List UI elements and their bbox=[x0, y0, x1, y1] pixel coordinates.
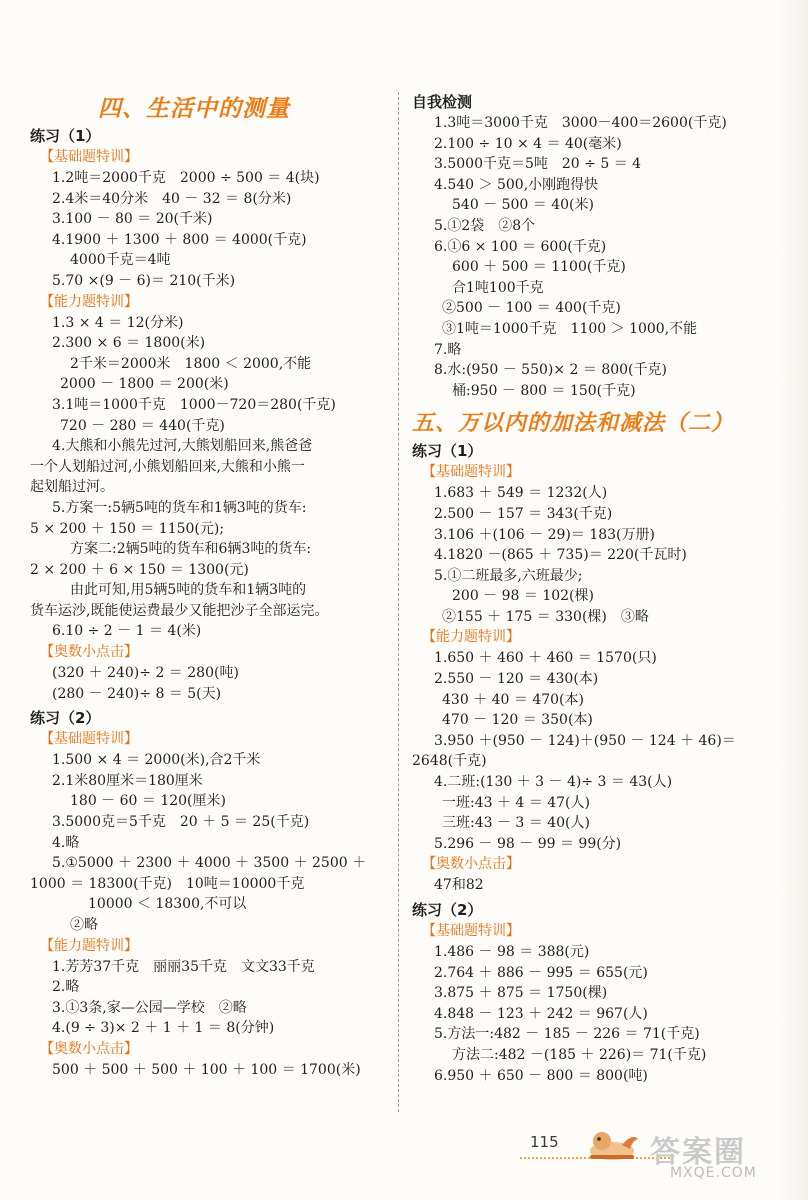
answer-line: 1.2吨＝2000千克 2000 ÷ 500 ＝ 4(块) bbox=[52, 170, 320, 186]
watermark-url: MXQE.COM bbox=[670, 1165, 757, 1181]
answer-line: 10000 ＜ 18300,不可以 bbox=[88, 896, 247, 913]
answer-line: 2.4米＝40分米 40 － 32 ＝ 8(分米) bbox=[52, 190, 292, 207]
olympiad-tag: 【奥数小点击】 bbox=[422, 856, 520, 873]
answer-line: 6.10 ÷ 2 － 1 ＝ 4(米) bbox=[52, 623, 202, 640]
answer-line: 2.764 ＋ 886 － 995 ＝ 655(元) bbox=[434, 964, 648, 981]
answer-line: 货车运沙,既能使运费最少又能把沙子全部运完。 bbox=[30, 602, 329, 619]
basic-tag: 【基础题特训】 bbox=[422, 923, 520, 939]
answer-line: 3.①3条,家—公园—学校 ②略 bbox=[52, 999, 247, 1016]
watermark-logo: 答案圈 bbox=[650, 1135, 746, 1170]
answer-line: 1.650 ＋ 460 ＋ 460 ＝ 1570(只) bbox=[434, 650, 657, 667]
basic-tag: 【基础题特训】 bbox=[422, 464, 520, 481]
practice-heading: 练习（1） bbox=[30, 127, 101, 145]
left-column bbox=[30, 92, 380, 1081]
answer-line: 5.296 － 98 － 99 ＝ 99(分) bbox=[434, 835, 622, 852]
answer-line: 5 × 200 ＋ 150 ＝ 1150(元); bbox=[30, 520, 225, 537]
answer-line: 7.略 bbox=[434, 341, 462, 358]
answer-line: 1.3吨＝3000千克 3000－400＝2600(千克) bbox=[434, 115, 727, 131]
answer-line: 一班:43 ＋ 4 ＝ 47(人) bbox=[442, 794, 590, 811]
answer-line: 一个人划船过河,小熊划船回来,大熊和小熊一 bbox=[30, 458, 305, 475]
column-divider bbox=[398, 92, 399, 1112]
answer-line: 3.875 ＋ 875 ＝ 1750(棵) bbox=[434, 985, 608, 1002]
answer-line: 600 ＋ 500 ＝ 1100(千克) bbox=[452, 259, 626, 276]
answer-line: 桶:950 － 800 ＝ 150(千克) bbox=[452, 382, 636, 399]
answer-line: 180 － 60 ＝ 120(厘米) bbox=[70, 793, 226, 810]
answer-line: 6.950 ＋ 650 － 800 ＝ 800(吨) bbox=[434, 1067, 648, 1084]
answer-line: 2000 － 1800 ＝ 200(米) bbox=[60, 376, 229, 393]
answer-line: 2千米＝2000米 1800 ＜ 2000,不能 bbox=[70, 355, 312, 372]
answer-line: 4.1900 ＋ 1300 ＋ 800 ＝ 4000(千克) bbox=[52, 231, 307, 248]
ability-tag: 【能力题特训】 bbox=[40, 293, 138, 310]
answer-line: 500 ＋ 500 ＋ 500 ＋ 100 ＋ 100 ＝ 1700(米) bbox=[52, 1061, 361, 1078]
right-column bbox=[412, 92, 752, 1086]
answer-line: ③1吨＝1000千克 1100 ＞ 1000,不能 bbox=[442, 320, 698, 337]
self-check-heading: 自我检测 bbox=[412, 93, 473, 111]
cartoon-mascot-icon bbox=[582, 1125, 642, 1165]
page-edge bbox=[780, 0, 808, 1200]
answer-line: 3.100 － 80 ＝ 20(千米) bbox=[52, 211, 213, 228]
answer-line: 1.683 ＋ 549 ＝ 1232(人) bbox=[434, 485, 608, 502]
answer-line: 1.486 － 98 ＝ 388(元) bbox=[434, 944, 590, 960]
answer-line: 合1吨100千克 bbox=[452, 279, 544, 296]
answer-line: 5.①5000 ＋ 2300 ＋ 4000 ＋ 3500 ＋ 2500 ＋ bbox=[52, 855, 367, 872]
practice-heading: 练习（2） bbox=[412, 901, 483, 919]
answer-line: 2.100 ÷ 10 × 4 ＝ 40(毫米) bbox=[434, 135, 622, 152]
answer-line: 起划船过河。 bbox=[30, 479, 114, 496]
answer-line: 2 × 200 ＋ 6 × 150 ＝ 1300(元) bbox=[30, 561, 249, 578]
answer-line: 47和82 bbox=[434, 877, 484, 894]
olympiad-tag: 【奥数小点击】 bbox=[40, 644, 138, 661]
answer-line: 4.1820 －(865 ＋ 735)＝ 220(千瓦时) bbox=[434, 547, 687, 564]
answer-line: 4.(9 ÷ 3)× 2 ＋ 1 ＋ 1 ＝ 8(分钟) bbox=[52, 1020, 275, 1037]
answer-line: 2.300 × 6 ＝ 1800(米) bbox=[52, 335, 206, 352]
answer-line: 方法二:482 －(185 ＋ 226)＝ 71(千克) bbox=[452, 1046, 707, 1063]
ability-tag: 【能力题特训】 bbox=[40, 937, 138, 954]
practice-heading: 练习（1） bbox=[412, 442, 483, 461]
answer-line: 5.方案一:5辆5吨的货车和1辆3吨的货车: bbox=[52, 499, 307, 516]
answer-line: ②略 bbox=[70, 917, 98, 933]
answer-line: 720 － 280 ＝ 440(千克) bbox=[60, 417, 225, 434]
answer-line: 4.略 bbox=[52, 834, 80, 851]
answer-line: 5.70 ×(9 － 6)＝ 210(千米) bbox=[52, 272, 236, 289]
answer-line: (280 － 240)÷ 8 ＝ 5(天) bbox=[52, 685, 222, 702]
answer-line: 5.①2袋 ②8个 bbox=[434, 217, 536, 234]
answer-line: 3.106 ＋(106 － 29)＝ 183(万册) bbox=[434, 526, 655, 543]
section-title-addition-subtraction: 五、万以内的加法和减法（二） bbox=[412, 411, 735, 437]
answer-line: (320 ＋ 240)÷ 2 ＝ 280(吨) bbox=[52, 665, 239, 682]
answer-line: 2.550 － 120 ＝ 430(本) bbox=[434, 671, 599, 688]
answer-line: 430 ＋ 40 ＝ 470(本) bbox=[442, 691, 584, 708]
answer-line: 1.芳芳37千克 丽丽35千克 文文33千克 bbox=[52, 958, 315, 975]
answer-line: 3.950 ＋(950 － 124)＋(950 － 124 ＋ 46)＝ bbox=[434, 732, 736, 749]
answer-line: 8.水:(950 － 550)× 2 ＝ 800(千克) bbox=[434, 362, 667, 379]
page-footer bbox=[520, 1125, 800, 1185]
answer-line: 6.①6 × 100 ＝ 600(千克) bbox=[434, 238, 607, 255]
ability-tag: 【能力题特训】 bbox=[422, 629, 520, 646]
olympiad-tag: 【奥数小点击】 bbox=[40, 1040, 138, 1057]
answer-line: 470 － 120 ＝ 350(本) bbox=[442, 712, 593, 729]
answer-line: ②500 － 100 ＝ 400(千克) bbox=[442, 300, 621, 317]
answer-line: 1.3 × 4 ＝ 12(分米) bbox=[52, 314, 184, 331]
answer-line: 2648(千克) bbox=[412, 753, 487, 770]
answer-line: 1.500 × 4 ＝ 2000(米),合2千米 bbox=[52, 752, 261, 769]
answer-line: 4.848 － 123 ＋ 242 ＝ 967(人) bbox=[434, 1005, 648, 1022]
answer-line: 540 － 500 ＝ 40(米) bbox=[452, 197, 594, 214]
answer-line: 5.①二班最多,六班最少; bbox=[434, 567, 583, 584]
basic-tag: 【基础题特训】 bbox=[40, 149, 138, 165]
section-title-measurement: 四、生活中的测量 bbox=[98, 96, 290, 122]
answer-line: 4.二班:(130 ＋ 3 － 4)÷ 3 ＝ 43(人) bbox=[434, 774, 673, 791]
answer-line: 200 － 98 ＝ 102(棵) bbox=[452, 588, 594, 605]
answer-line: 4.大熊和小熊先过河,大熊划船回来,熊爸爸 bbox=[52, 438, 313, 455]
basic-tag: 【基础题特训】 bbox=[40, 731, 138, 748]
answer-line: 2.略 bbox=[52, 979, 80, 996]
answer-line: 3.5000千克＝5吨 20 ÷ 5 ＝ 4 bbox=[434, 156, 642, 173]
answer-line: 3.5000克＝5千克 20 ＋ 5 ＝ 25(千克) bbox=[52, 814, 310, 831]
answer-line: 3.1吨＝1000千克 1000－720＝280(千克) bbox=[52, 396, 336, 413]
answer-line: 4.540 ＞ 500,小刚跑得快 bbox=[434, 176, 599, 193]
answer-line: 由此可知,用5辆5吨的货车和1辆3吨的 bbox=[70, 582, 307, 599]
practice-heading: 练习（2） bbox=[30, 709, 101, 728]
page-number: 115 bbox=[530, 1133, 559, 1151]
answer-line: 三班:43 － 3 ＝ 40(人) bbox=[442, 815, 590, 832]
answer-line: 4000千克＝4吨 bbox=[70, 252, 171, 269]
answer-line: 2.500 － 157 ＝ 343(千克) bbox=[434, 505, 613, 522]
answer-line: ②155 ＋ 175 ＝ 330(棵) ③略 bbox=[442, 608, 649, 625]
answer-line: 方案二:2辆5吨的货车和6辆3吨的货车: bbox=[70, 541, 312, 558]
answer-line: 1000 ＝ 18300(千克) 10吨＝10000千克 bbox=[30, 875, 305, 892]
answer-line: 2.1米80厘米＝180厘米 bbox=[52, 772, 203, 789]
answer-line: 5.方法一:482 － 185 － 226 ＝ 71(千克) bbox=[434, 1026, 700, 1043]
